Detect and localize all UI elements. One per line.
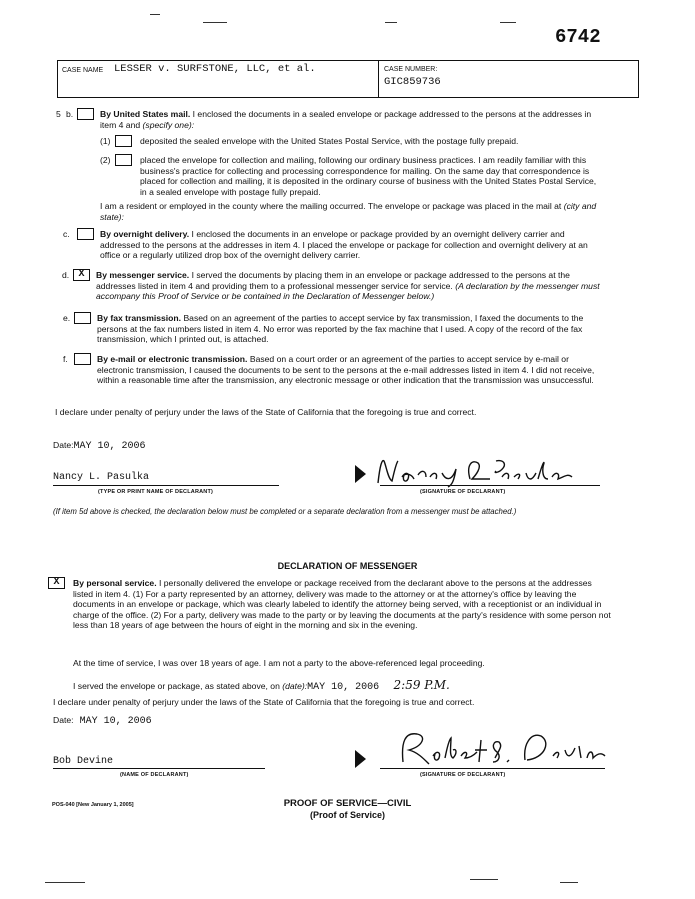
item-f-body: Based on a court order or an agreement of the parties to accept service by e-mail or electronic transmission, I caused the documents to be sent to the persons at the e-mail addresses listed in item 4. I did not receive, within a reasonable time after the transmission, any electronic message or other indication that the transmission was unsuccessful. (97, 354, 595, 386)
served-date-label: (date): (282, 681, 308, 691)
sub1-text: deposited the sealed envelope with the United States Postal Service, with the postage fully prepaid. (140, 136, 519, 146)
declarant-name: Nancy L. Pasulka (53, 472, 150, 483)
checkbox-5b2[interactable] (115, 154, 132, 166)
item-f-text (97, 354, 607, 386)
checkbox-e[interactable] (74, 312, 91, 324)
checkbox-f[interactable] (74, 353, 91, 365)
item-5b-lead: By United States mail. (100, 109, 191, 119)
declaration-statement: I declare under penalty of perjury under the laws of the State of California that the foregoing is true and correct. (55, 407, 477, 417)
messenger-name: Bob Devine (53, 756, 114, 767)
item-e-body: Based on an agreement of the parties to accept service by fax transmission, I faxed the documents to the persons at the fax numbers listed in item 4. No error was reported by the fax machine that I used. A copy of the record of the fax transmission, which I printed out, is attached. (97, 313, 584, 345)
messenger-signature-line (380, 768, 605, 769)
declarant-name-caption: (TYPE OR PRINT NAME OF DECLARANT) (98, 489, 214, 495)
served-text: I served the envelope or package, as stated above, on (73, 681, 280, 691)
date-1-label: Date: (53, 440, 74, 450)
messenger-signature-caption: (SIGNATURE OF DECLARANT) (420, 772, 506, 778)
resident-body: I am a resident or employed in the county where the mailing occurred. The envelope or package was placed in the mail at (100, 201, 562, 211)
served-statement (73, 680, 450, 694)
checkbox-5b1[interactable] (115, 135, 132, 147)
messenger-declaration-statement: I declare under penalty of perjury under the laws of the State of California that the foregoing is true and correct. (53, 697, 475, 707)
scan-mark (560, 882, 578, 883)
case-name-label: CASE NAME (62, 67, 104, 74)
sub1-number: (1) (100, 136, 111, 146)
messenger-name-line (53, 768, 265, 769)
sub2-text: placed the envelope for collection and mailing, following our ordinary business practices. I am readily familiar with this business's practice for collecting and processing correspondence for mailing. On the same day that correspondence is placed for collection and mailing, it is deposited in the ordinary course of business with the United States Postal Service, in a sealed envelope with postage fully prepaid. (140, 155, 597, 197)
declarant-signature (372, 455, 612, 489)
date-2-value: MAY 10, 2006 (79, 716, 152, 727)
document-number: 6742 (555, 26, 601, 48)
date-2 (53, 715, 152, 728)
messenger-declaration-title: DECLARATION OF MESSENGER (277, 561, 418, 571)
item-d-lead: By messenger service. (96, 270, 190, 280)
checkbox-5b[interactable] (77, 108, 94, 120)
personal-service-lead: By personal service. (73, 578, 157, 588)
city-state-label: (city and state): (100, 201, 597, 222)
scan-mark (45, 882, 85, 883)
checkbox-personal-service[interactable]: X (48, 577, 65, 589)
item-c-text (100, 229, 605, 261)
item-e-text (97, 313, 607, 345)
item-c-letter: c. (63, 229, 70, 239)
scan-mark (150, 14, 160, 15)
served-time: 2:59 P.M. (393, 678, 450, 692)
form-id: POS-040 [New January 1, 2005] (52, 802, 134, 808)
scan-mark (470, 879, 498, 880)
case-header-box (57, 60, 639, 98)
header-divider (378, 61, 379, 97)
case-name: LESSER v. SURFSTONE, LLC, et al. (114, 63, 316, 75)
item-c-lead: By overnight delivery. (100, 229, 190, 239)
item-d-letter: d. (62, 270, 70, 280)
checkbox-d[interactable]: X (73, 269, 90, 281)
served-date: MAY 10, 2006 (307, 682, 380, 693)
date-1-value: MAY 10, 2006 (73, 441, 146, 452)
item-5-number: 5 (56, 109, 61, 119)
declarant-signature-line (380, 485, 600, 486)
case-number-label: CASE NUMBER: (384, 66, 438, 73)
sign-here-arrow-icon (355, 465, 366, 483)
item-5b-body: I enclosed the documents in a sealed envelope or package addressed to the persons at the addresses in item 4 and (100, 109, 592, 130)
item-e-lead: By fax transmission. (97, 313, 182, 323)
item-d-text (96, 270, 606, 302)
scan-mark (203, 22, 227, 23)
footer-subtitle: (Proof of Service) (309, 810, 385, 820)
item-e-letter: e. (63, 313, 71, 323)
scan-mark (385, 22, 397, 23)
item-5d-note: (If item 5d above is checked, the declaration below must be completed or a separate declaration from a messenger must be attached.) (53, 507, 517, 516)
sign-here-arrow-icon (355, 750, 366, 768)
personal-service-text (73, 578, 611, 631)
item-f-lead: By e-mail or electronic transmission. (97, 354, 248, 364)
date-2-label: Date: (53, 715, 74, 725)
item-5b-specify: (specify one): (142, 119, 195, 130)
personal-service-body: I personally delivered the envelope or package received from the declarant above to the persons at the addresses listed in item 4. (1) For a party represented by an attorney, delivery was made to the attorney or at the attorney's office by leaving the documents in an envelope or package, which was clearly labeled to identify the attorney being served, with a receptionist or an individual in charge of the office. (2) For a party, delivery was made to the party or by leaving the documents at the party's residence with some person not less than 18 years of age between the hours of eight in the morning and six in the evening. (73, 578, 611, 631)
messenger-signature (395, 728, 615, 770)
item-d-body: I served the documents by placing them in an envelope or package addressed to the persons at the addresses listed in item 4 and providing them to a professional messenger service for service. (96, 270, 570, 291)
date-1 (53, 440, 146, 453)
sub2-number: (2) (100, 155, 111, 165)
item-c-body: I enclosed the documents in an envelope or package provided by an overnight delivery carrier and addressed to the persons at the addresses in item 4. I placed the envelope or package for collection and overnight delivery at an office or a regularly utilized drop box of the overnight delivery carrier. (100, 229, 588, 261)
item-5b-text (100, 109, 608, 130)
checkbox-c[interactable] (77, 228, 94, 240)
item-f-letter: f. (63, 354, 68, 364)
case-number: GIC859736 (384, 76, 441, 88)
resident-text (100, 201, 610, 222)
footer-title: PROOF OF SERVICE—CIVIL (283, 798, 412, 809)
messenger-name-caption: (NAME OF DECLARANT) (120, 772, 189, 778)
declarant-name-line (53, 485, 279, 486)
declarant-signature-caption: (SIGNATURE OF DECLARANT) (420, 489, 506, 495)
item-d-italic: (A declaration by the messenger must accompany this Proof of Service or be contained in the Declaration of Messenger below.) (96, 280, 600, 302)
item-5b-letter: b. (66, 109, 74, 119)
age-statement: At the time of service, I was over 18 years of age. I am not a party to the above-referenced legal proceeding. (73, 658, 485, 668)
scan-mark (500, 22, 516, 23)
